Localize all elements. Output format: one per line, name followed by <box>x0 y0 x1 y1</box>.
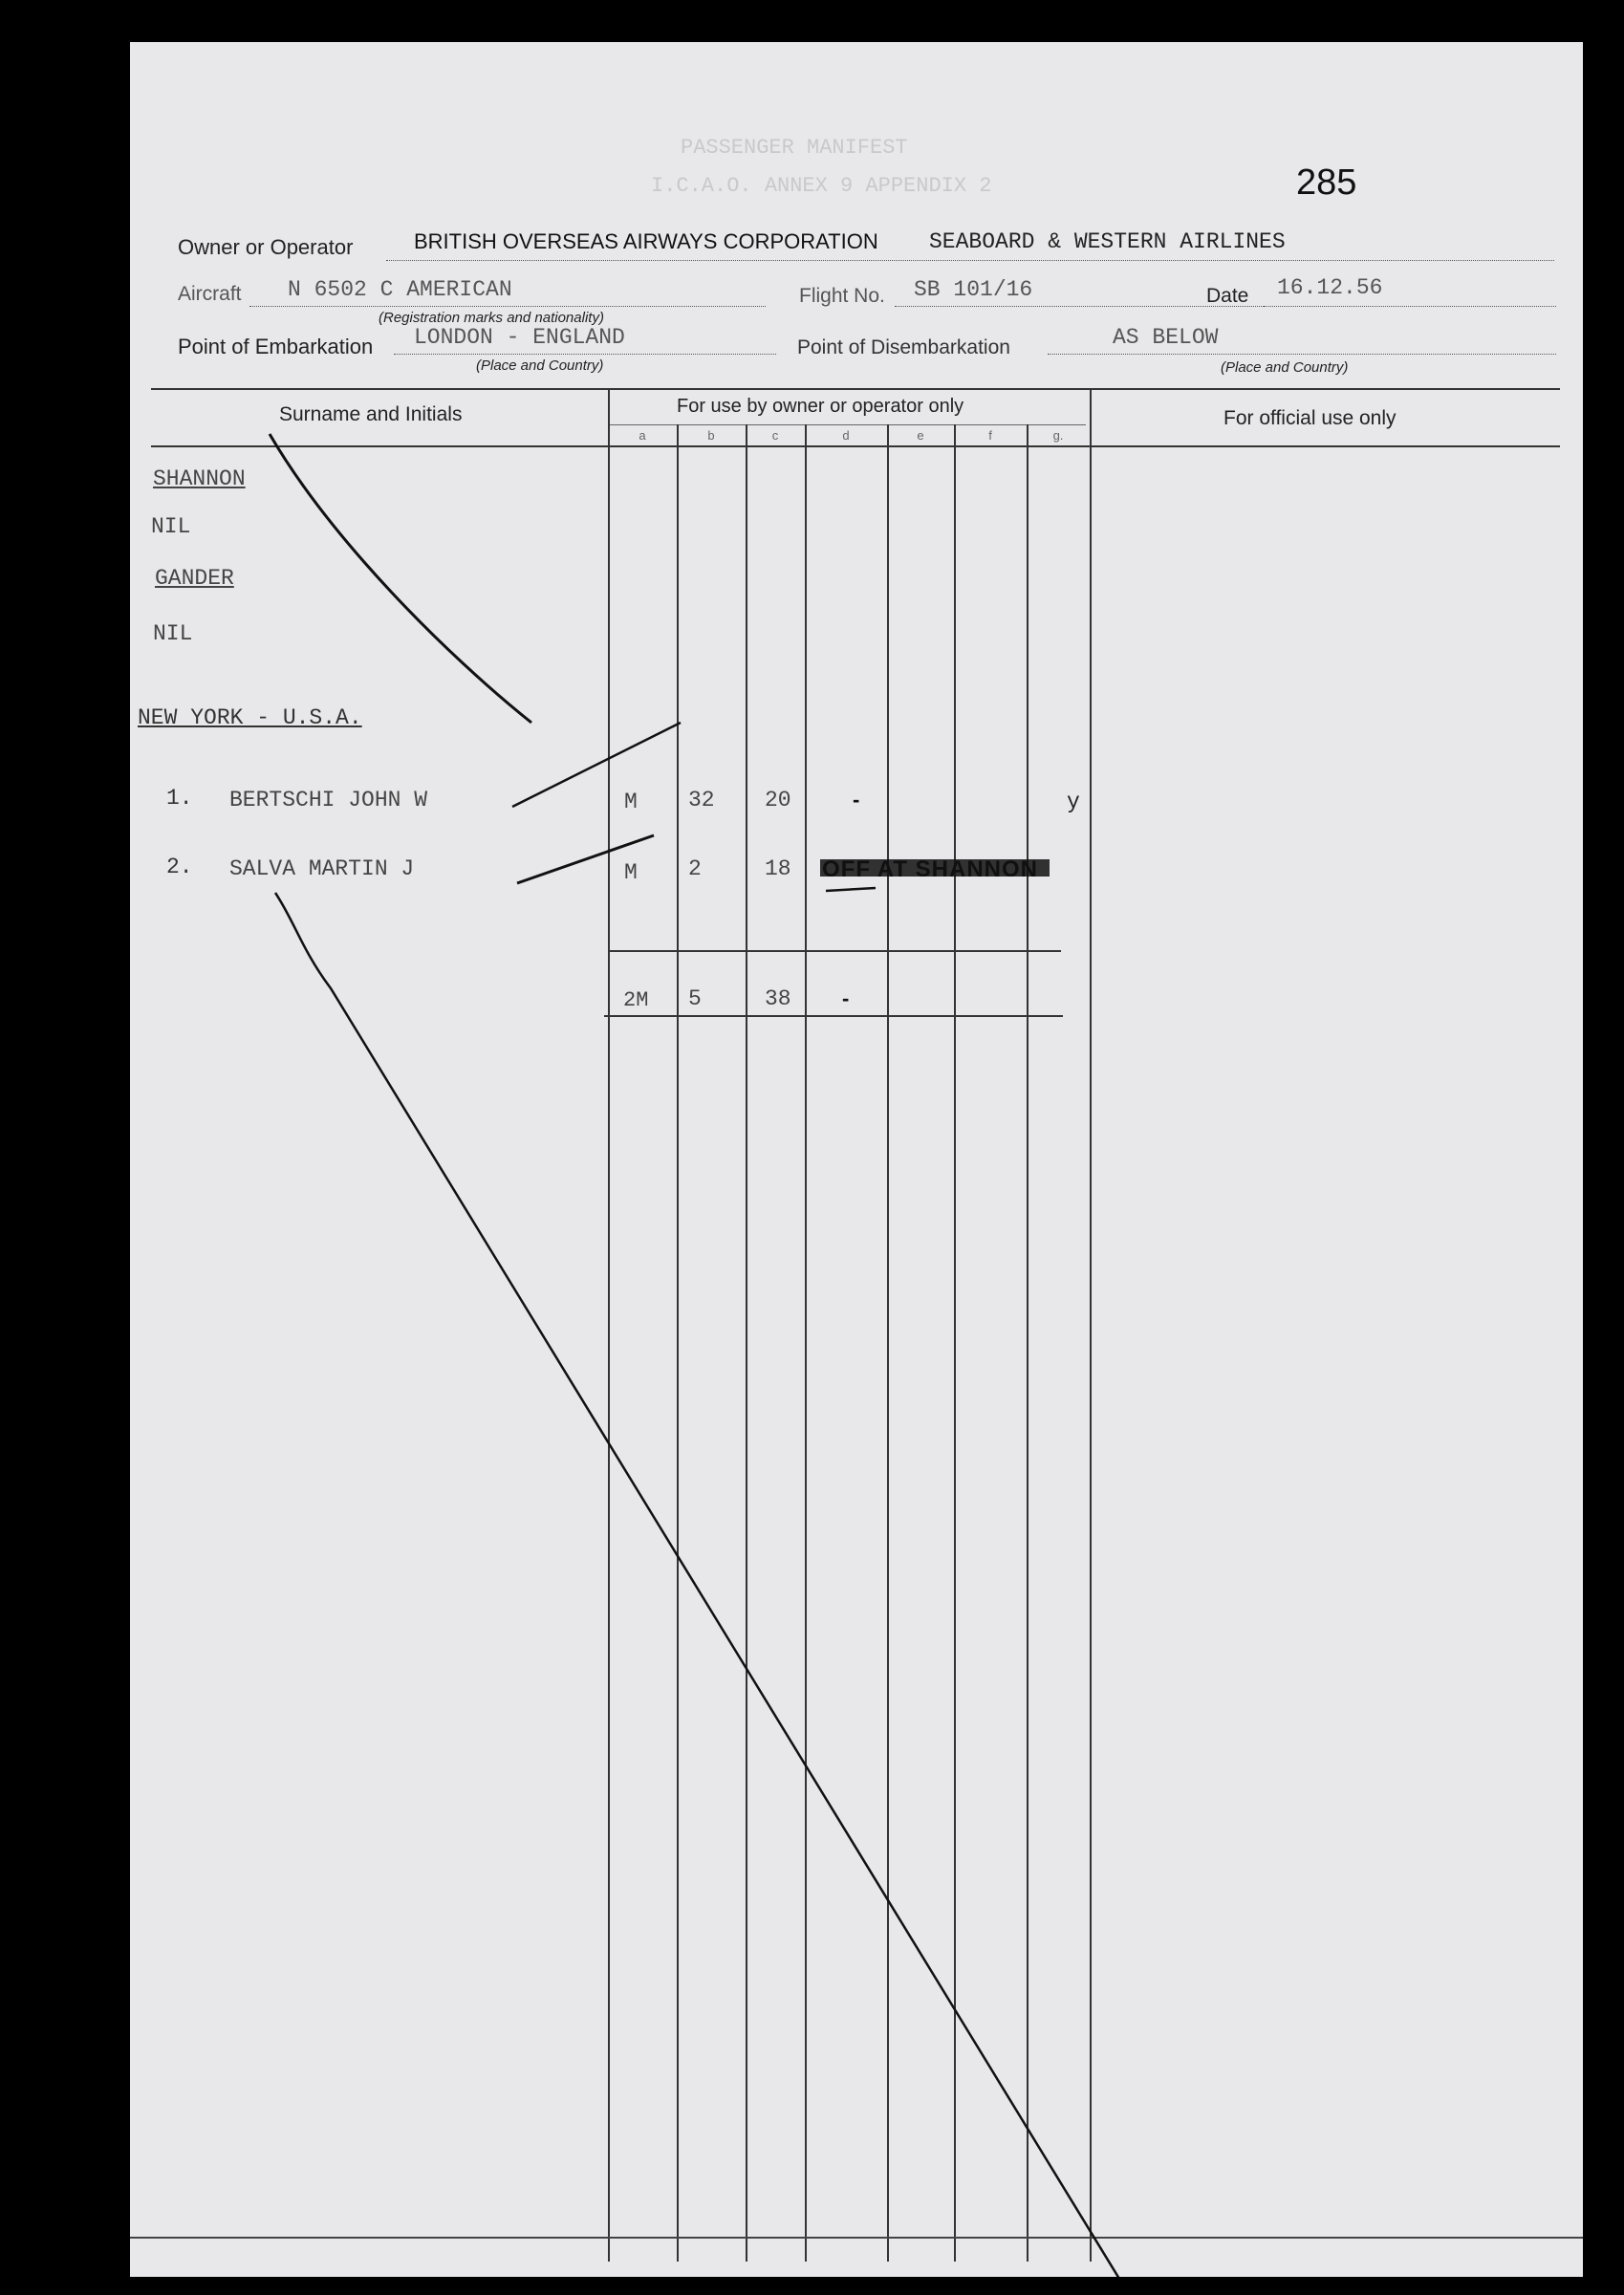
passenger-sex: M <box>624 790 638 814</box>
embark-note: (Place and Country) <box>476 357 604 374</box>
aircraft-value: N 6502 C AMERICAN <box>288 277 512 302</box>
date-label: Date <box>1206 285 1249 307</box>
owner-value-2: SEABOARD & WESTERN AIRLINES <box>929 229 1286 254</box>
passenger-col-g: y <box>1067 790 1080 814</box>
passenger-number: 1. <box>166 786 193 811</box>
destination: NEW YORK - U.S.A. <box>138 705 362 730</box>
operator-column-letter: b <box>707 428 715 443</box>
passenger-name: SALVA MARTIN J <box>229 856 415 881</box>
owner-value: BRITISH OVERSEAS AIRWAYS CORPORATION <box>414 229 878 253</box>
owner-label: Owner or Operator <box>178 235 354 259</box>
total-col-c: 38 <box>765 986 791 1011</box>
flight-label: Flight No. <box>799 285 885 307</box>
total-col-a: 2M <box>623 988 649 1012</box>
passenger-col-b: 2 <box>688 856 702 881</box>
date-value: 16.12.56 <box>1277 275 1383 300</box>
operator-header: For use by owner or operator only <box>677 396 964 417</box>
operator-column-letter: e <box>917 428 924 443</box>
stop-note: NIL <box>151 514 191 539</box>
operator-column-letter: f <box>988 428 992 443</box>
passenger-sex: M <box>624 860 638 885</box>
manifest-sheet <box>130 42 1583 2277</box>
disembark-note: (Place and Country) <box>1221 359 1349 376</box>
embark-label: Point of Embarkation <box>178 335 374 358</box>
flight-value: SB 101/16 <box>914 277 1033 302</box>
passenger-col-c: 20 <box>765 788 791 812</box>
page-number: 285 <box>1296 162 1357 203</box>
passenger-name: BERTSCHI JOHN W <box>229 788 428 812</box>
aircraft-label: Aircraft <box>178 283 242 305</box>
total-col-b: 5 <box>688 986 702 1011</box>
operator-column-letter: c <box>771 428 779 443</box>
operator-column-letter: g. <box>1052 428 1064 443</box>
total-col-d: - <box>842 986 850 1010</box>
disembark-label: Point of Disembarkation <box>797 336 1010 358</box>
registration-note: (Registration marks and nationality) <box>379 310 604 326</box>
stop-place: SHANNON <box>153 466 246 491</box>
embark-value: LONDON - ENGLAND <box>414 325 625 350</box>
official-header: For official use only <box>1223 407 1397 429</box>
passenger-col-d: - <box>853 788 860 812</box>
passenger-number: 2. <box>166 855 193 879</box>
passenger-col-c: 18 <box>765 856 791 881</box>
stop-place: GANDER <box>155 566 234 591</box>
operator-column-letter: d <box>842 428 850 443</box>
stop-note: NIL <box>153 621 193 646</box>
disembark-value: AS BELOW <box>1113 325 1219 350</box>
faded-form-subtitle: I.C.A.O. ANNEX 9 APPENDIX 2 <box>651 174 992 198</box>
passenger-col-b: 32 <box>688 788 715 812</box>
operator-column-letter: a <box>639 428 646 443</box>
faded-form-title: PASSENGER MANIFEST <box>681 136 908 160</box>
pen-strokes <box>130 42 1583 2277</box>
surname-header: Surname and Initials <box>279 403 463 425</box>
